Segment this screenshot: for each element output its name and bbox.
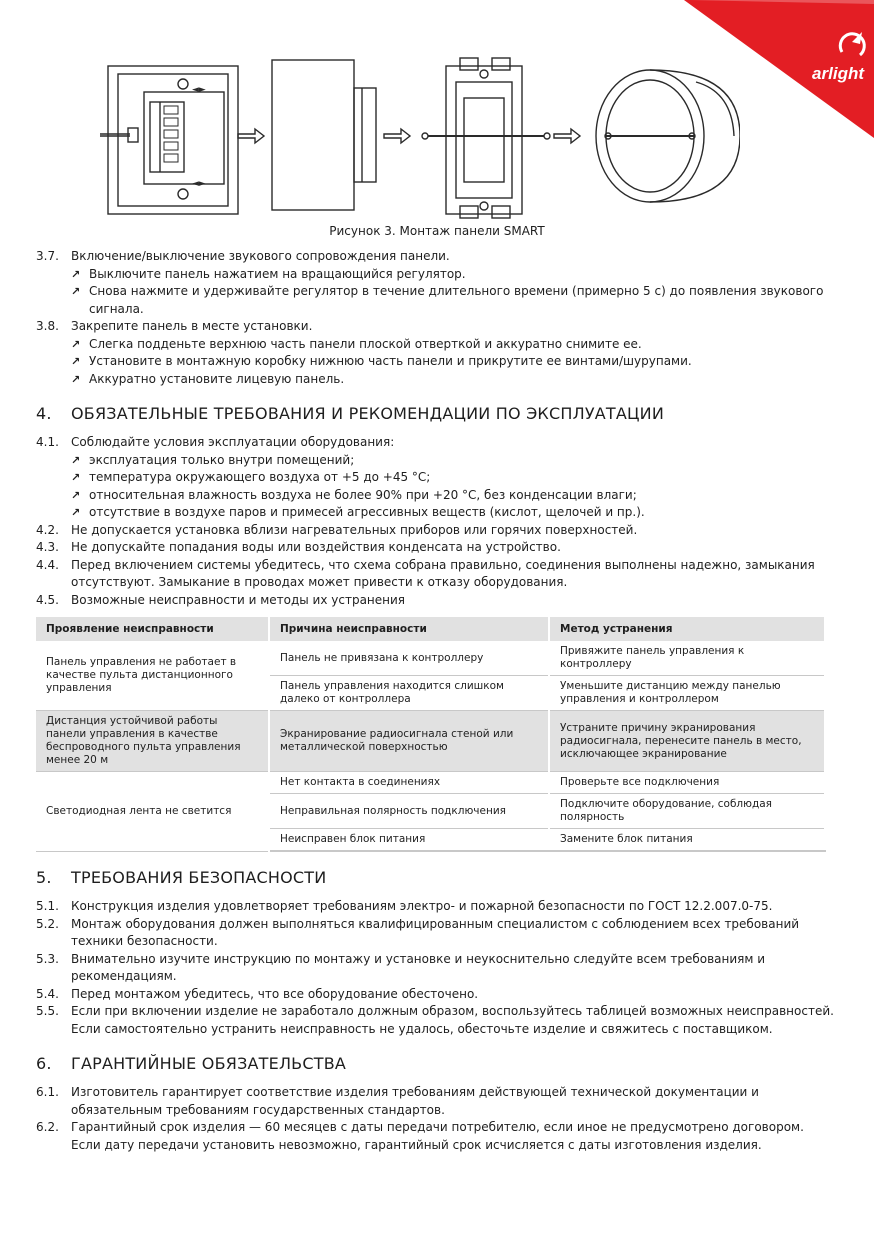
screwdriver-icon	[100, 124, 130, 146]
item-text: Соблюдайте условия эксплуатации оборудования:	[71, 435, 395, 449]
bullet-text: эксплуатация только внутри помещений;	[89, 452, 355, 467]
fault-cause-cell: Неправильная полярность подключения	[269, 794, 549, 829]
bullet-text: относительная влажность воздуха не более 90% при +20 °C, без конденсации влаги;	[89, 487, 637, 502]
fault-fix-cell: Привяжите панель управления к контроллеру	[549, 641, 825, 676]
bullet-arrow-icon: ↗	[71, 285, 81, 298]
panel-back-view	[108, 66, 238, 214]
list-item	[36, 592, 836, 610]
list-item	[36, 1003, 836, 1038]
item-text: Конструкция изделия удовлетворяет требованиям электро- и пожарной безопасности по ГОСТ 12.2.007.0-75.	[71, 899, 773, 913]
bullet-text: Установите в монтажную коробку нижнюю часть панели и прикрутите ее винтами/шурупами.	[89, 354, 692, 368]
section-4-heading: 4. ОБЯЗАТЕЛЬНЫЕ ТРЕБОВАНИЯ И РЕКОМЕНДАЦИИ ПО ЭКСПЛУАТАЦИИ	[36, 404, 665, 423]
item-text: Перед включением системы убедитесь, что схема собрана правильно, соединения выполнены надежно, замыкания отсутствуют. Замыкание в проводах может привести к отказу оборудования.	[71, 557, 815, 589]
item-text: Не допускается установка вблизи нагревательных приборов или горячих поверхностей.	[71, 522, 638, 537]
list-item	[36, 1119, 836, 1154]
bullet-item	[36, 504, 836, 522]
list-item	[36, 539, 836, 557]
mounting-frame-view	[422, 58, 550, 218]
item-number: 5.3.	[36, 951, 59, 966]
list-item	[36, 986, 836, 1004]
item-number: 3.7.	[36, 249, 59, 263]
bullet-arrow-icon: ↗	[71, 372, 81, 386]
faults-table	[36, 617, 826, 852]
table-header: Метод устранения	[549, 617, 825, 641]
item-text: Гарантийный срок изделия — 60 месяцев с даты передачи потребителю, если иное не предусмотрено договором. Если дату передачи установить невозможно, гарантийный срок исчисляется с даты изготовления изделия.	[71, 1120, 804, 1152]
bullet-arrow-icon: ↗	[71, 506, 81, 519]
bullet-arrow-icon: ↗	[71, 488, 81, 502]
bullet-arrow-icon: ↗	[71, 337, 81, 351]
fault-cause-cell: Экранирование радиосигнала стеной или металлической поверхностью	[269, 711, 549, 772]
svg-text:◄►: ◄►	[192, 85, 206, 95]
fault-symptom-cell: Дистанция устойчивой работы панели управления в качестве беспроводного пульта управления менее 20 м	[36, 711, 269, 772]
item-number: 4.3.	[36, 540, 59, 554]
bullet-text: отсутствие в воздухе паров и примесей агрессивных веществ (кислот, щелочей и пр.).	[89, 505, 645, 519]
item-number: 6.1.	[36, 1085, 59, 1099]
item-text: Монтаж оборудования должен выполняться квалифицированным специалистом с соблюдением всех требований техники безопасности.	[71, 916, 800, 948]
section-5-heading: 5. ТРЕБОВАНИЯ БЕЗОПАСНОСТИ	[36, 868, 327, 887]
list-item	[36, 951, 836, 986]
arrow-right-icon	[384, 129, 410, 143]
arrow-right-icon	[554, 129, 580, 143]
list-item	[36, 916, 836, 951]
fault-fix-cell: Уменьшите дистанцию между панелью управления и контроллером	[549, 676, 825, 711]
section-3-items	[36, 248, 836, 388]
item-number: 5.2.	[36, 916, 59, 931]
bullet-item	[36, 469, 836, 487]
item-number: 4.4.	[36, 557, 59, 572]
item-text: Перед монтажом убедитесь, что все оборудование обесточено.	[71, 986, 479, 1001]
item-text: Если при включении изделие не заработало должным образом, воспользуйтесь таблицей возможных неисправностей. Если самостоятельно устранить неисправность не удалось, обесточьте изделие и свяжитесь с поставщиком.	[71, 1004, 834, 1036]
bullet-arrow-icon: ↗	[71, 471, 81, 484]
bullet-text: Выключите панель нажатием на вращающийся регулятор.	[89, 266, 466, 281]
svg-text:◄►: ◄►	[192, 179, 206, 189]
section-6-items	[36, 1084, 836, 1154]
bullet-arrow-icon: ↗	[71, 453, 81, 467]
fault-fix-cell: Проверьте все подключения	[549, 772, 825, 794]
list-item	[36, 557, 836, 592]
bullet-item	[36, 266, 836, 284]
item-text: Включение/выключение звукового сопровождения панели.	[71, 249, 450, 263]
bullet-item	[36, 336, 836, 354]
item-number: 4.5.	[36, 592, 59, 607]
item-number: 4.2.	[36, 522, 59, 537]
figure-caption: Рисунок 3. Монтаж панели SMART	[329, 224, 545, 238]
bullet-text: Аккуратно установите лицевую панель.	[89, 371, 345, 386]
section-4-items	[36, 434, 836, 609]
item-text: Возможные неисправности и методы их устранения	[71, 592, 406, 607]
mounting-box-view	[596, 70, 740, 202]
list-item	[36, 318, 836, 336]
bullet-item	[36, 452, 836, 470]
table-row	[36, 772, 825, 794]
item-number: 3.8.	[36, 319, 59, 333]
list-item	[36, 434, 836, 452]
bullet-text: Слегка подденьте верхнюю часть панели плоской отверткой и аккуратно снимите ее.	[89, 336, 642, 351]
list-item	[36, 898, 836, 916]
fault-cause-cell: Панель не привязана к контроллеру	[269, 641, 549, 676]
fault-fix-cell: Замените блок питания	[549, 829, 825, 852]
item-text: Не допускайте попадания воды или воздействия конденсата на устройство.	[71, 540, 561, 554]
table-row	[36, 641, 825, 676]
table-header: Причина неисправности	[269, 617, 549, 641]
arrow-right-icon	[238, 129, 264, 143]
bullet-text: Снова нажмите и удерживайте регулятор в течение длительного времени (примерно 5 с) до появления звукового сигнала.	[89, 284, 824, 316]
item-number: 4.1.	[36, 435, 59, 449]
list-item	[36, 522, 836, 540]
item-number: 5.1.	[36, 899, 59, 913]
item-number: 5.5.	[36, 1004, 59, 1018]
fault-cause-cell: Нет контакта в соединениях	[269, 772, 549, 794]
bullet-arrow-icon: ↗	[71, 355, 81, 368]
panel-front-view	[272, 60, 376, 210]
table-row	[36, 711, 825, 772]
mounting-illustration	[100, 52, 740, 222]
bullet-item	[36, 283, 836, 318]
item-text: Внимательно изучите инструкцию по монтажу и установке и неукоснительно следуйте всем требованиям и рекомендациям.	[71, 951, 766, 983]
item-number: 6.2.	[36, 1120, 59, 1134]
document-body	[36, 248, 836, 1154]
item-text: Закрепите панель в месте установки.	[71, 319, 313, 333]
fault-symptom-cell: Светодиодная лента не светится	[36, 772, 269, 852]
section-5-items	[36, 898, 836, 1038]
bullet-item	[36, 487, 836, 505]
bullet-item	[36, 353, 836, 371]
brand-logo-text: arlight	[812, 64, 864, 83]
list-item	[36, 248, 836, 266]
fault-cause-cell: Неисправен блок питания	[269, 829, 549, 852]
fault-fix-cell: Устраните причину экранирования радиосигнала, перенесите панель в место, исключающее экранирование	[549, 711, 825, 772]
bullet-item	[36, 371, 836, 389]
fault-symptom-cell: Панель управления не работает в качестве пульта дистанционного управления	[36, 641, 269, 711]
section-6-heading: 6. ГАРАНТИЙНЫЕ ОБЯЗАТЕЛЬСТВА	[36, 1054, 347, 1073]
list-item	[36, 1084, 836, 1119]
fault-cause-cell: Панель управления находится слишком далеко от контроллера	[269, 676, 549, 711]
table-header: Проявление неисправности	[36, 617, 269, 641]
bullet-text: температура окружающего воздуха от +5 до +45 °C;	[89, 470, 431, 484]
item-number: 5.4.	[36, 986, 59, 1001]
fault-fix-cell: Подключите оборудование, соблюдая полярность	[549, 794, 825, 829]
item-text: Изготовитель гарантирует соответствие изделия требованиям действующей технической документации и обязательным требованиям государственных стандартов.	[71, 1085, 759, 1117]
bullet-arrow-icon: ↗	[71, 267, 81, 281]
